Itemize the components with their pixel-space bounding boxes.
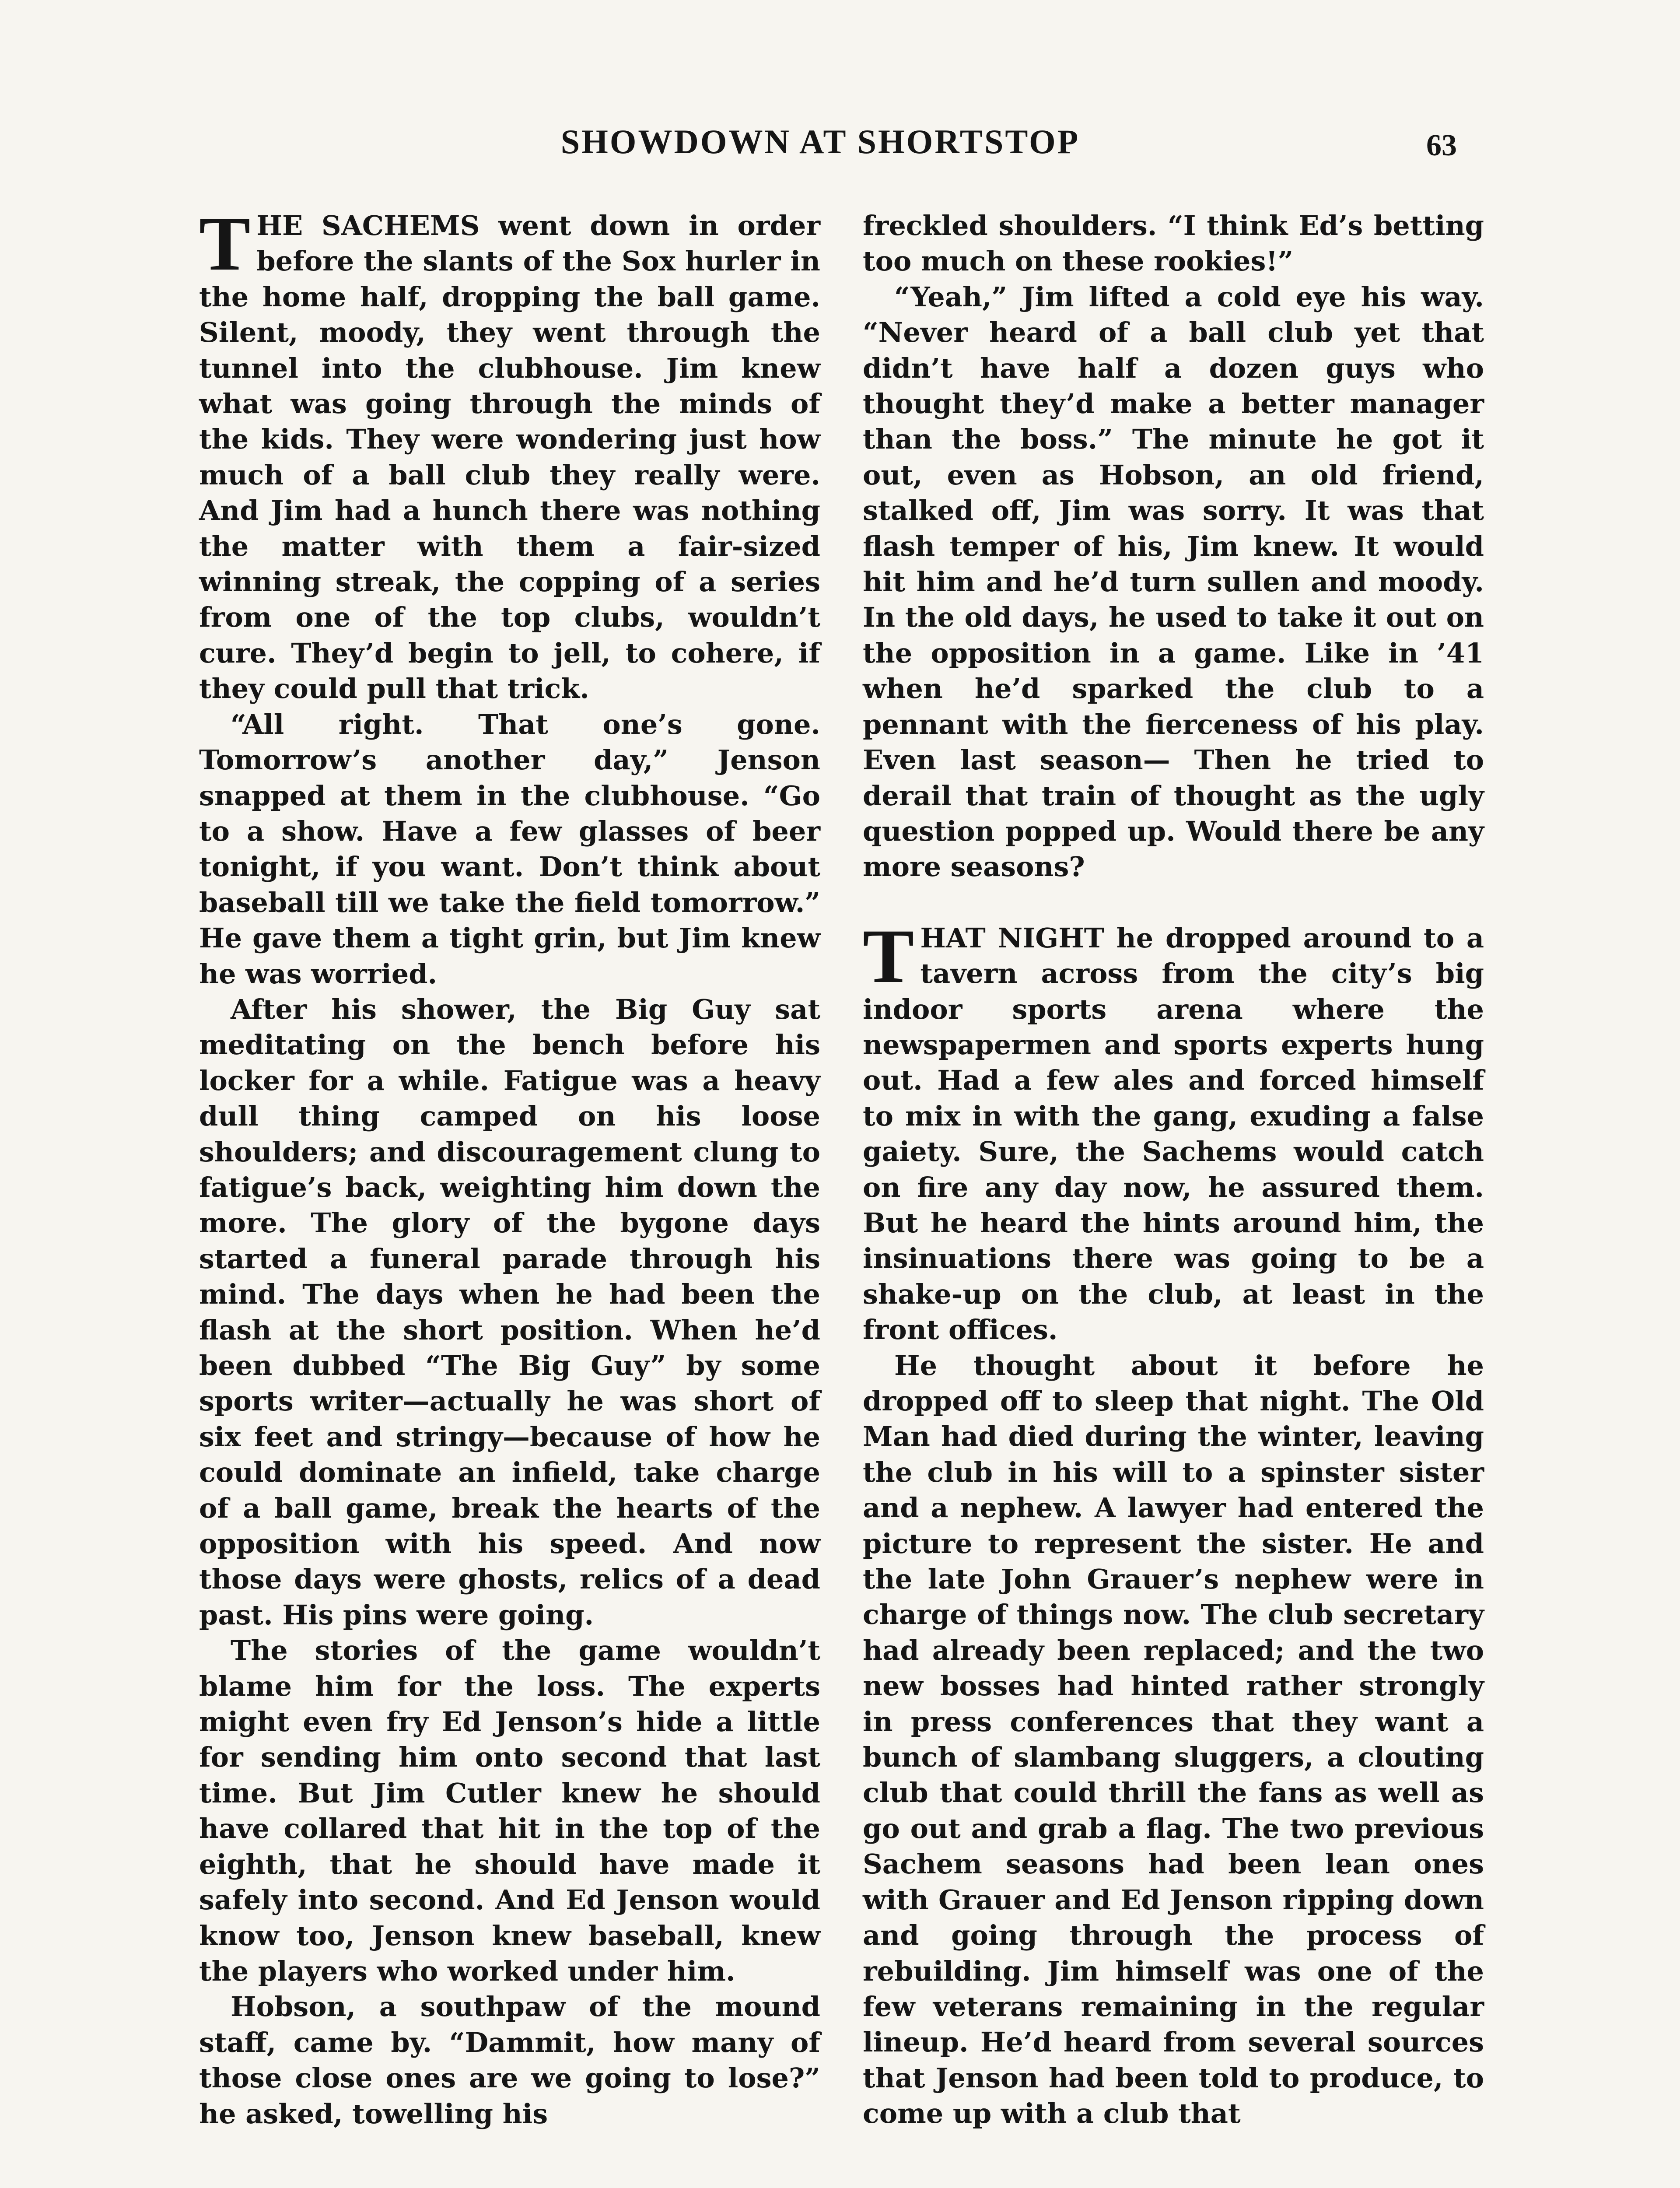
paragraph: After his shower, the Big Guy sat meditating on the bench before his locker for a while. Fatigue was a heavy dull thing camped on his loose shoulders; and discouragement clung to fatigue’s back, weighting him down the more. The glory of the bygone days started a funeral parade through his mind. The days when he had been the flash at the short position. When he’d been dubbed “The Big Guy” by some sports writer—actually he was short of six feet and stringy—because of how he could dominate an infield, take charge of a ball game, break the hearts of the opposition with his speed. And now those days were ghosts, relics of a dead past. His pins were going. — [199, 993, 820, 1631]
paragraph: He thought about it before he dropped off to sleep that night. The Old Man had died during the winter, leaving the club in his will to a spinster sister and a nephew. A lawyer had entered the picture to represent the sister. He and the late John Grauer’s nephew were in charge of things now. The club secretary had already been replaced; and the two new bosses had hinted rather strongly in press conferences that they want a bunch of slambang sluggers, a clouting club that could thrill the fans as well as go out and grab a flag. The two previous Sachem seasons had been lean ones with Grauer and Ed Jenson ripping down and going through the process of rebuilding. Jim himself was one of the few veterans remaining in the regular lineup. He’d heard from several sources that Jenson had been told to produce, to come up with a club that — [863, 1349, 1484, 2130]
drop-cap: T — [199, 201, 251, 287]
paragraph-text: HE SACHEMS went down in order before the slants of the Sox hurler in the home half, dropping the ball game. Silent, moody, they went through the tunnel into the clubhouse. Jim knew what was going through the minds of the kids. They were wondering just how much of a ball club they really were. And Jim had a hunch there was nothing the matter with them a fair-sized winning streak, the copping of a series from one of the top clubs, wouldn’t cure. They’d begin to jell, to cohere, if they could pull that trick. — [199, 210, 820, 705]
paragraph: freckled shoulders. “I think Ed’s betting too much on these rookies!” — [863, 210, 1484, 277]
paragraph: “Yeah,” Jim lifted a cold eye his way. “Never heard of a ball club yet that didn’t have half a dozen guys who thought they’d make a better manager than the boss.” The minute he got it out, even as Hobson, an old friend, stalked off, Jim was sorry. It was that flash temper of his, Jim knew. It would hit him and he’d turn sullen and moody. In the old days, he used to take it out on the opposition in a game. Like in ’41 when he’d sparked the club to a pennant with the fierceness of his play. Even last season— Then he tried to derail that train of thought as the ugly question popped up. Would there be any more seasons? — [863, 281, 1484, 883]
paragraph — [863, 913, 1484, 1348]
section-break — [863, 885, 1484, 920]
page-number: 63 — [1426, 129, 1457, 162]
paragraph: The stories of the game wouldn’t blame him for the loss. The experts might even fry Ed Jenson’s hide a little for sending him onto second that last time. But Jim Cutler knew he should have collared that hit in the top of the eighth, that he should have made it safely into second. And Ed Jenson would know too, Jenson knew baseball, knew the players who worked under him. — [199, 1634, 820, 1987]
paragraph-text: HAT NIGHT he dropped around to a tavern across from the city’s big indoor sports arena where the newspapermen and sports experts hung out. Had a few ales and forced himself to mix in with the gang, exuding a false gaiety. Sure, the Sachems would catch on fire any day now, he assured them. But he heard the hints around him, the insinuations there was going to be a shake-up on the club, at least in the front offices. — [863, 922, 1484, 1346]
text-column-left — [199, 201, 820, 2132]
paragraph — [199, 201, 820, 707]
running-header: SHOWDOWN AT SHORTSTOP — [560, 123, 1080, 161]
text-column-right — [863, 208, 1484, 2132]
drop-cap: T — [863, 913, 914, 999]
paragraph: “All right. That one’s gone. Tomorrow’s another day,” Jenson snapped at them in the clubhouse. “Go to a show. Have a few glasses of beer tonight, if you want. Don’t think about baseball till we take the field tomorrow.” He gave them a tight grin, but Jim knew he was worried. — [199, 708, 820, 990]
paragraph: Hobson, a southpaw of the mound staff, came by. “Dammit, how many of those close ones are we going to lose?” he asked, towelling his — [199, 1991, 820, 2130]
